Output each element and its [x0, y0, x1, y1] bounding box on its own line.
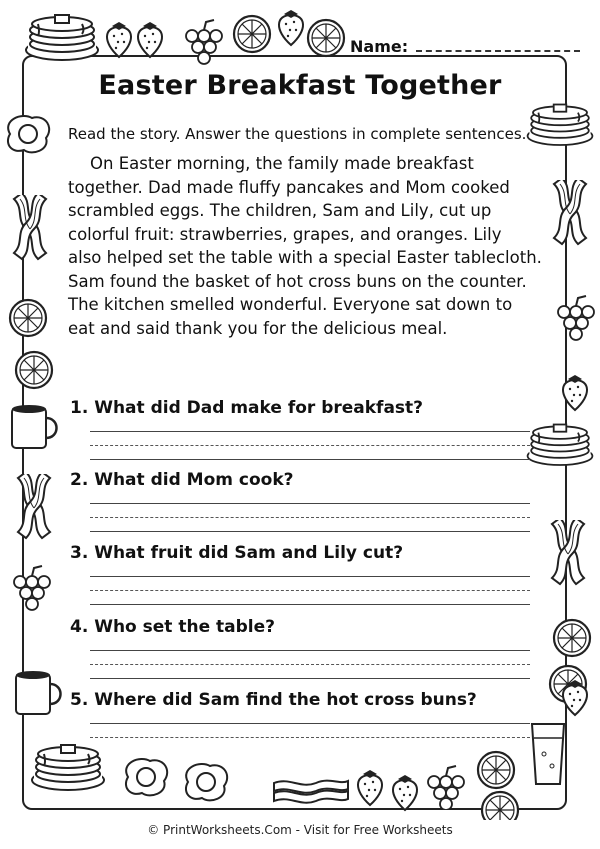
orange-slice-icon — [14, 350, 58, 394]
footer-credit: © PrintWorksheets.Com - Visit for Free Worksheets — [147, 823, 453, 837]
strawberry-icon — [355, 770, 390, 810]
answer-line[interactable] — [90, 445, 530, 446]
story-passage — [68, 152, 542, 340]
answer-line[interactable] — [90, 737, 530, 738]
bacon-icon — [14, 474, 56, 544]
strawberry-icon — [560, 375, 595, 415]
name-label: Name: — [350, 37, 409, 56]
orange-slice-icon — [8, 298, 52, 342]
grapes-icon — [6, 558, 56, 618]
story-line: eat and said thank you for the delicious meal. — [68, 318, 448, 338]
grapes-icon — [178, 16, 228, 66]
answer-line[interactable] — [90, 678, 530, 679]
answer-line[interactable] — [90, 576, 530, 577]
question-block — [70, 470, 540, 532]
name-field[interactable] — [350, 34, 580, 56]
question-block — [70, 690, 540, 738]
fried-egg-icon — [120, 755, 180, 805]
question-text: 3. What fruit did Sam and Lily cut? — [70, 543, 404, 563]
bacon-icon — [550, 180, 592, 250]
page-title: Easter Breakfast Together — [98, 70, 502, 101]
answer-line[interactable] — [90, 517, 530, 518]
name-input-line[interactable] — [416, 50, 580, 52]
instructions-text: Read the story. Answer the questions in complete sentences. — [68, 125, 527, 143]
orange-slice-icon — [552, 618, 596, 662]
answer-line[interactable] — [90, 431, 530, 432]
question-text: 2. What did Mom cook? — [70, 470, 294, 490]
answer-line[interactable] — [90, 604, 530, 605]
orange-slice-icon — [480, 790, 524, 820]
coffee-mug-icon — [8, 400, 70, 456]
bacon-icon — [10, 195, 52, 265]
orange-slice-icon — [306, 18, 350, 62]
grapes-icon — [420, 760, 470, 810]
coffee-mug-icon — [12, 650, 74, 720]
strawberry-icon — [135, 22, 170, 62]
pancakes-icon — [22, 10, 102, 65]
answer-line[interactable] — [90, 459, 530, 460]
question-block — [70, 617, 540, 679]
answer-line[interactable] — [90, 664, 530, 665]
story-line: colorful fruit: strawberries, grapes, and oranges. Lily — [68, 224, 502, 244]
story-line: The kitchen smelled wonderful. Everyone sat down to — [68, 295, 513, 314]
story-line: scrambled eggs. The children, Sam and Lily, cut up — [68, 201, 492, 220]
story-line: On Easter morning, the family made breakfast — [90, 154, 474, 173]
grapes-icon — [550, 290, 600, 346]
story-line: together. Dad made fluffy pancakes and Mom cooked — [68, 177, 510, 197]
question-block — [70, 543, 540, 605]
answer-line[interactable] — [90, 531, 530, 532]
question-text: 1. What did Dad make for breakfast? — [70, 398, 424, 418]
answer-line[interactable] — [90, 723, 530, 724]
question-block — [70, 398, 540, 460]
story-line: Sam found the basket of hot cross buns on the counter. — [68, 271, 527, 291]
question-text: 4. Who set the table? — [70, 617, 276, 637]
strawberry-icon — [104, 22, 139, 62]
story-line: also helped set the table with a special Easter tablecloth. — [68, 248, 542, 267]
question-text: 5. Where did Sam find the hot cross buns? — [70, 690, 477, 710]
strawberry-icon — [560, 680, 595, 720]
fried-egg-icon — [180, 760, 240, 810]
bacon-icon — [270, 775, 350, 805]
pancakes-icon — [28, 740, 108, 800]
answer-line[interactable] — [90, 650, 530, 651]
fried-egg-icon — [2, 112, 62, 162]
answer-line[interactable] — [90, 590, 530, 591]
bacon-icon — [548, 520, 590, 590]
answer-line[interactable] — [90, 503, 530, 504]
orange-slice-icon — [232, 14, 276, 58]
